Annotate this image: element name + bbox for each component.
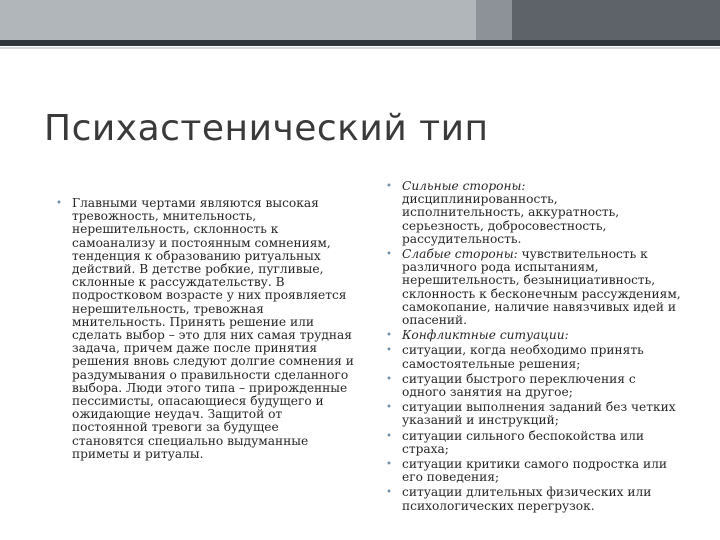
item-text: ситуации сильного беспокойства или страха;: [402, 428, 644, 456]
header-band-mid: [476, 0, 512, 40]
header-divider: [0, 40, 720, 46]
header-band-dark: [512, 0, 720, 40]
bullet-icon: •: [386, 181, 392, 192]
list-item: [384, 430, 682, 456]
list-item: [384, 180, 682, 246]
item-label: Слабые стороны:: [402, 247, 518, 262]
slide-title: Психастенический тип: [44, 108, 489, 149]
list-item: [384, 458, 682, 484]
item-label: Сильные стороны:: [402, 179, 526, 193]
item-label: Конфликтные ситуации:: [402, 328, 569, 343]
item-text: ситуации быстрого переключения с одного занятия на другое;: [402, 371, 636, 400]
header-band-light: [0, 0, 476, 40]
list-item: [384, 401, 682, 427]
list-item: [54, 197, 354, 461]
bullet-icon: •: [386, 249, 392, 261]
bullet-icon: •: [386, 345, 392, 357]
bullet-icon: •: [386, 373, 392, 385]
bullet-icon: •: [56, 198, 62, 209]
bullet-icon: •: [386, 402, 392, 414]
bullet-icon: •: [386, 330, 392, 342]
item-text: чувствительность к различного рода испытаниям, нерешительность, безынициативность, склонность к бесконечным рассуждениям, самокопание, наличие навязчивых идей и опасений.: [402, 247, 681, 328]
bullet-icon: •: [386, 487, 392, 499]
bullet-icon: •: [386, 430, 392, 442]
left-column: [54, 197, 354, 461]
list-item: [384, 248, 682, 327]
item-text: ситуации критики самого подростка или его поведения;: [402, 457, 668, 485]
list-item: [384, 373, 682, 399]
item-text: ситуации длительных физических или психологических перегрузок.: [402, 485, 652, 513]
bullet-icon: •: [386, 459, 392, 471]
list-item: [384, 486, 682, 512]
item-text: ситуации выполнения заданий без четких указаний и инструкций;: [402, 400, 676, 428]
paragraph-text: Главными чертами являются высокая тревожность, мнительность, нерешительность, склонность к самоанализу и постоянным сомнениям, тенденция к образованию ритуальных действий. В детстве робкие, пугливые, склонные к рассуждательству. В подростковом возрасте у них проявляется нерешительность, тревожная мнительность. Принять решение или сделать выбор – это для них самая трудная задача, причем даже после принятия решения вновь следуют долгие сомнения и раздумывания о правильности сделанного выбора. Люди этого типа – прирожденные пессимисты, опасающиеся будущего и ожидающие неудач. Защитой от постоянной тревоги за будущее становятся специально выдуманные приметы и ритуалы.: [72, 196, 354, 461]
item-text: дисциплинированность, исполнительность, аккуратность, серьезность, добросовестность, рассудительность.: [402, 192, 620, 246]
item-text: ситуации, когда необходимо принять самостоятельные решения;: [402, 343, 644, 371]
list-item: [384, 329, 682, 342]
header-divider-thin: [0, 47, 720, 49]
right-column: [384, 180, 682, 515]
list-item: [384, 344, 682, 370]
header-bar: [0, 0, 720, 40]
